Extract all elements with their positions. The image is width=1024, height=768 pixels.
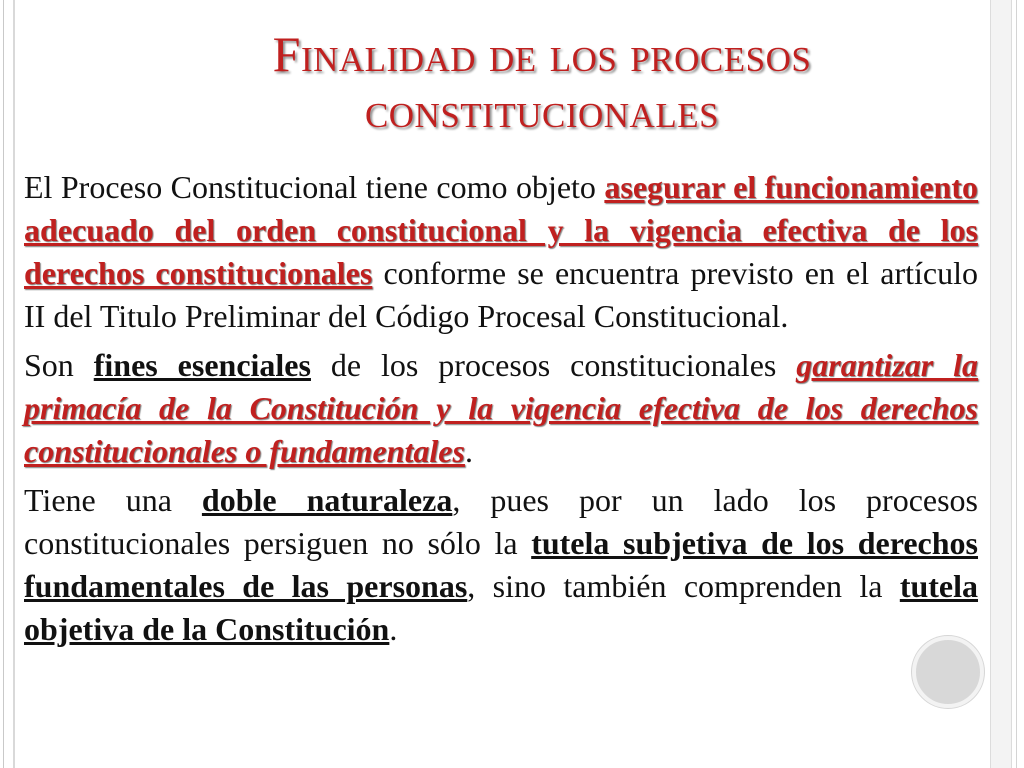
left-border-line-inner <box>13 0 15 768</box>
emphasis-tutela-subjetiva: tutela subjetiva de los derechos fundamentales de las personas <box>24 525 979 604</box>
paragraph-text: , sino también comprenden la <box>467 568 900 604</box>
paragraph-text: conforme se encuentra previsto en el artículo II del Titulo Preliminar del Código Procesal Constitucional. <box>24 255 979 334</box>
paragraph-objeto <box>24 166 978 338</box>
emphasis-tutela-objetiva: tutela objetiva de la Constitución <box>24 568 979 647</box>
paragraph-naturaleza <box>24 479 978 651</box>
paragraph-text: de los procesos constitucionales <box>310 347 797 383</box>
left-border-line <box>3 0 4 768</box>
paragraph-text: , pues por un lado los procesos constitucionales persiguen no sólo la <box>24 482 979 561</box>
emphasis-garantizar: garantizar la primacía de la Constitución y la vigencia efectiva de los derechos constitucionales o fundamentales <box>24 347 979 469</box>
paragraph-text: . <box>464 433 473 469</box>
slide-body <box>24 166 978 657</box>
paragraph-text: Son <box>24 347 94 383</box>
paragraph-text: . <box>389 611 398 647</box>
paragraph-fines <box>24 344 978 473</box>
emphasis-fines-esenciales: fines esenciales <box>93 347 311 383</box>
slide-title: Finalidad de los procesos constitucionales <box>272 26 812 138</box>
right-border-line <box>1016 0 1017 768</box>
paragraph-text: Tiene una <box>24 482 202 518</box>
emphasis-doble-naturaleza: doble naturaleza <box>201 482 453 518</box>
emphasis-objeto: asegurar el funcionamiento adecuado del orden constitucional y la vigencia efectiva de los derechos constitucionales <box>24 169 979 291</box>
right-border-band <box>990 0 1012 768</box>
paragraph-text: El Proceso Constitucional tiene como objeto <box>24 169 605 205</box>
